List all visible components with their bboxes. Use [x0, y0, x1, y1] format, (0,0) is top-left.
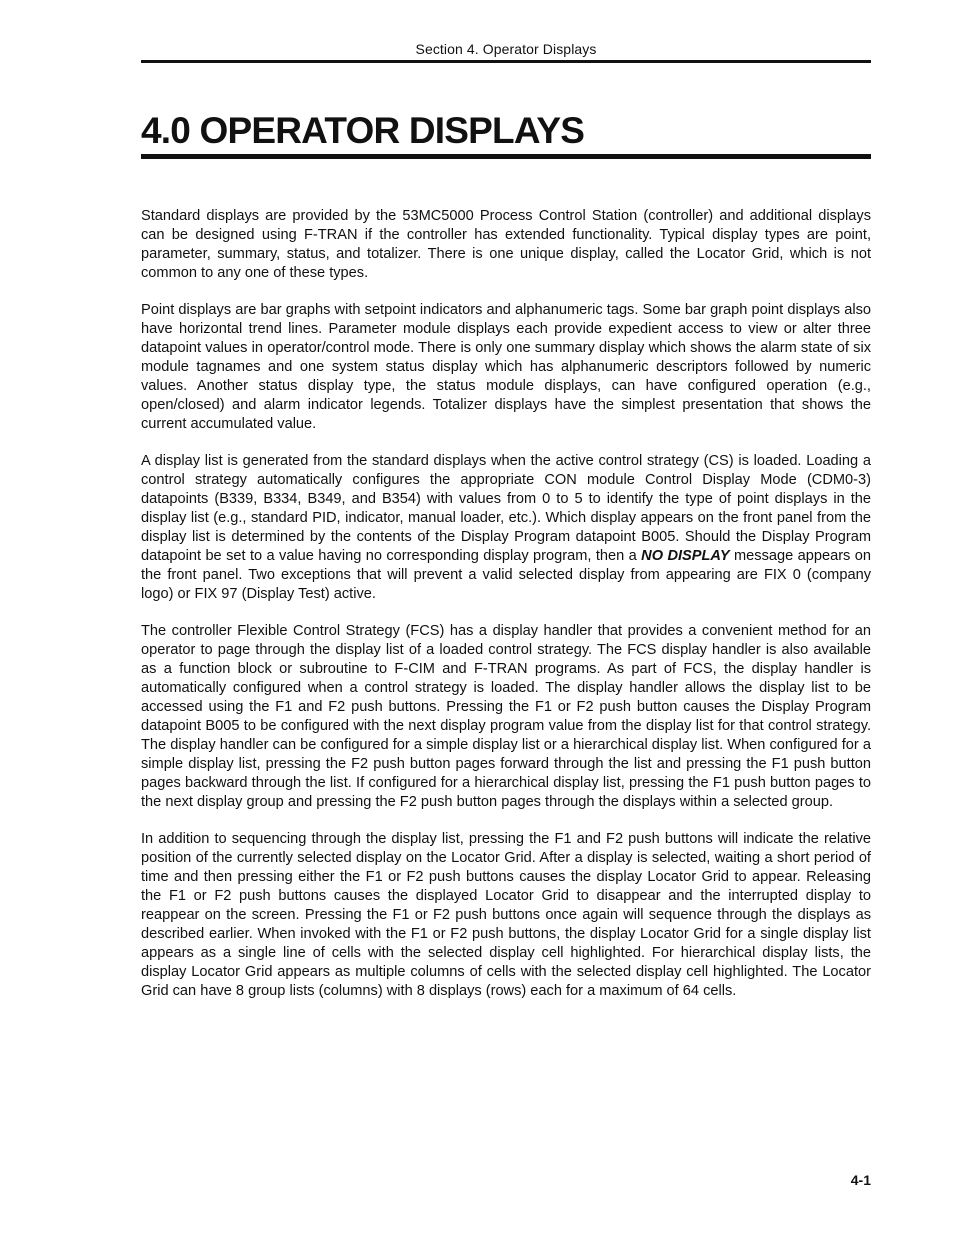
- header-rule: [141, 60, 871, 63]
- paragraph-5: In addition to sequencing through the display list, pressing the F1 and F2 push buttons will indicate the relative position of the currently selected display on the Locator Grid. After a display is selected, waiting a short period of time and then pressing either the F1 or F2 push buttons causes the display Locator Grid to appear. Releasing the F1 or F2 push buttons causes the displayed Locator Grid to disappear and the interrupted display to reappear on the screen. Pressing the F1 or F2 push buttons once again will sequence through the displays as described earlier. When invoked with the F1 or F2 push buttons, the display Locator Grid for a single display list appears as a single line of cells with the selected display cell highlighted. For hierarchical display lists, the display Locator Grid appears as multiple columns of cells with the selected display cell highlighted. The Locator Grid can have 8 group lists (columns) with 8 displays (rows) each for a maximum of 64 cells.: [141, 831, 871, 999]
- body-text: [141, 207, 871, 1019]
- paragraph-1: Standard displays are provided by the 53MC5000 Process Control Station (controller) and additional displays can be designed using F-TRAN if the controller has extended functionality. Typical display types are point, parameter, summary, status, and totalizer. There is one unique display, called the Locator Grid, which is not common to any one of these types.: [141, 208, 871, 281]
- title-rule: [141, 154, 871, 159]
- no-display-emphasis: NO DISPLAY: [641, 548, 730, 564]
- page-number: 4-1: [850, 1172, 871, 1188]
- paragraph-4: The controller Flexible Control Strategy (FCS) has a display handler that provides a convenient method for an operator to page through the display list of a loaded control strategy. The FCS display handler is also available as a function block or subroutine to F-CIM and F-TRAN programs. As part of FCS, the display handler is automatically configured when a control strategy is loaded. The display handler allows the display list to be accessed using the F1 and F2 push buttons. Pressing the F1 or F2 push button causes the Display Program datapoint B005 to be configured with the next display program value from the display list for that control strategy. The display handler can be configured for a simple display list or a hierarchical display list. When configured for a simple display list, pressing the F2 push button pages forward through the list and pressing the F1 push button pages backward through the list. If configured for a hierarchical display list, pressing the F1 push button pages to the next display group and pressing the F2 push button pages through the displays within a selected group.: [141, 623, 871, 810]
- paragraph-2: Point displays are bar graphs with setpoint indicators and alphanumeric tags. Some bar graph point displays also have horizontal trend lines. Parameter module displays each provide expedient access to view or alter three datapoint values in operator/control mode. There is only one summary display which shows the alarm state of six module tagnames and one system status display which has alphanumeric descriptors followed by numeric values. Another status display type, the status module displays, can have configured operation (e.g., open/closed) and alarm indicator legends. Totalizer displays have the simplest presentation that shows the current accumulated value.: [141, 302, 871, 432]
- document-page: [141, 0, 871, 1235]
- paragraph-3-text-after: message appears on the front panel. Two exceptions that will prevent a valid selected display from appearing are FIX 0 (company logo) or FIX 97 (Display Test) active.: [141, 548, 871, 602]
- running-header: Section 4. Operator Displays: [415, 41, 597, 57]
- paragraph-3-text-before: A display list is generated from the standard displays when the active control strategy (CS) is loaded. Loading a control strategy automatically configures the appropriate CON module Control Display Mode (CDM0-3) datapoints (B339, B334, B349, and B354) with values from 0 to 5 to identify the type of point displays in the display list (e.g., standard PID, indicator, manual loader, etc.). Which display appears on the front panel from the display list is determined by the contents of the Display Program datapoint B005. Should the Display Program datapoint be set to a value having no corresponding display program, then a: [141, 453, 871, 564]
- chapter-title: 4.0 OPERATOR DISPLAYS: [141, 110, 585, 151]
- paragraph-3: [141, 452, 871, 604]
